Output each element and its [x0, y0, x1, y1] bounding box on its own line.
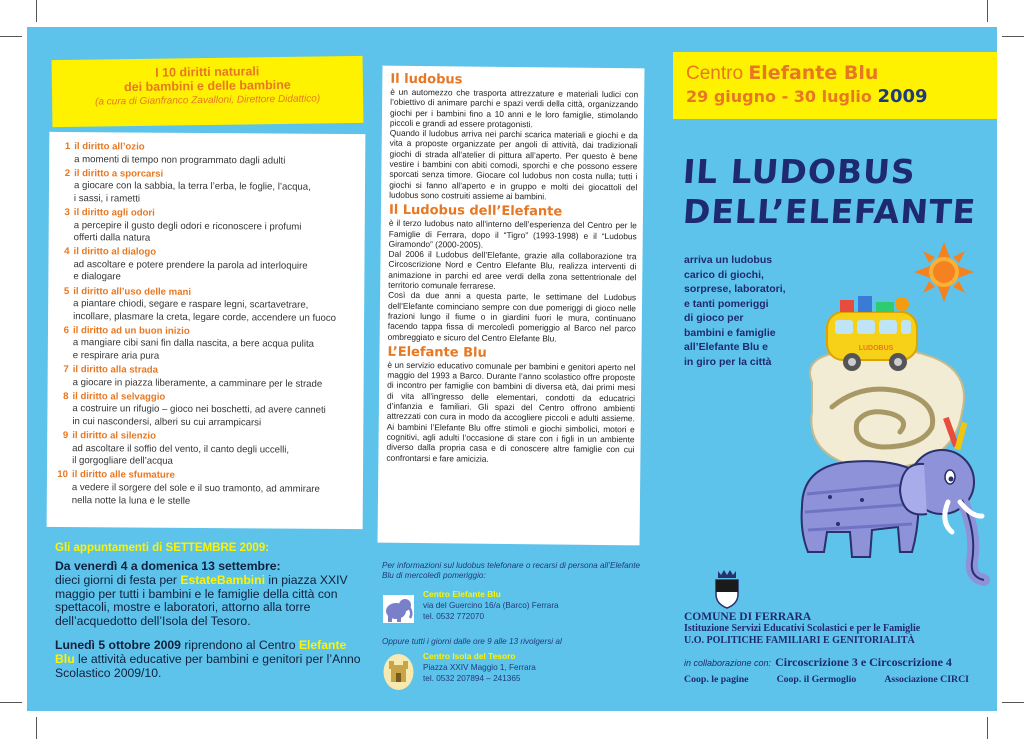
right-item — [57, 391, 355, 431]
right-number: 9 — [62, 430, 69, 442]
cover-title-box — [673, 52, 997, 119]
september-events — [55, 542, 365, 690]
section-text: è il terzo ludobus nato all’interno dell’esperienza del Centro per le Famiglie di Ferrara, dopo il “Tigro” (1993-1998) e il “Ludobus Giramondo” (2000-2005). — [388, 217, 637, 250]
crop-mark — [987, 0, 988, 22]
right-body — [74, 168, 357, 208]
right-title: il diritto a sporcarsi — [74, 167, 164, 180]
contact-details — [423, 651, 536, 691]
right-title: il diritto al dialogo — [73, 246, 157, 258]
city-crest-icon — [712, 567, 742, 609]
september-p2-text-a: riprendono al Centro — [184, 637, 296, 652]
section-text: Quando il ludobus arriva nei parchi scarica materiali e giochi e da vita a proposte organizzate per angoli di attività, dai tradizionali giochi di strada all’atelier di pittura all’aperto. Per questo è bene vestire i bambini con abiti comodi, sporchi e che possono essere sporcati senza timore. Giocare col ludobus non costa nulla; tutti i giochi si fanno all’aperto e in gruppo e molti dei giocattoli del ludobus sono costruiti assieme ai bambini. — [389, 127, 638, 202]
right-description: e respirare aria pura — [72, 350, 160, 362]
right-number: 8 — [63, 390, 69, 402]
september-p2-text-b: le attività educative per bambini e genitori per l’Anno Scolastico 2009/10. — [55, 651, 361, 680]
contacts-intro: Per informazioni sul ludobus telefonare o recarsi di persona all’Elefante Blu di mercoledì pomeriggio: — [382, 561, 641, 580]
institution-name: Istituzione Servizi Educativi Scolastici e per le Famiglie — [684, 623, 921, 634]
section-text: Dal 2006 il Ludobus dell’Elefante, grazie alla collaborazione tra Circoscrizione Nord e Centro Elefante Blu, realizza interventi di animazione in parchi ed aree verdi della zona settentrionale del territorio comunale ferrarese. — [388, 248, 637, 291]
cover-year: 2009 — [877, 86, 928, 107]
september-p1-text-b: in piazza XXIV maggio per tutti i bambini e le famiglie della città con spettacoli, mostre e laboratori, attorno alla torre dell’acquedotto dell’Isola del Tesoro. — [55, 572, 348, 629]
partner-1: Coop. le pagine — [684, 674, 749, 685]
rights-title-line2: dei bambini e delle bambine — [123, 77, 291, 95]
elephant-bus-illustration — [772, 232, 997, 602]
bus-label: LUDOBUS — [858, 345, 894, 352]
section-text: è un automezzo che trasporta attrezzature e materiali ludici con l’obiettivo di animare parchi e spazi verdi della città, organizzando giochi per i bambini fino a 10 anni e le loro famiglie, stimolando piccoli e grandi ad essere protagonisti. — [389, 86, 639, 130]
cover-centro: Centro — [686, 63, 744, 84]
right-description: a piantare chiodi, segare e raspare legni, scartavetrare, — [73, 298, 309, 311]
rights-subtitle: (a cura di Gianfranco Zavalloni, Direttore Didattico) — [95, 93, 321, 108]
right-number: 2 — [64, 167, 71, 179]
right-item — [59, 141, 357, 168]
tagline-line: carico di giochi, — [684, 268, 764, 281]
collaboration-circoscrizioni: Circoscrizione 3 e Circoscrizione 4 — [775, 655, 952, 669]
right-number: 3 — [64, 206, 70, 219]
contact-name: Centro Isola del Tesoro — [423, 651, 516, 661]
right-number: 10 — [57, 469, 69, 481]
right-description: offerti dalla natura — [73, 232, 151, 244]
partner-3: Associazione CIRCI — [884, 674, 969, 685]
contacts — [382, 561, 642, 691]
contact-details — [423, 589, 559, 629]
crop-mark — [1002, 702, 1024, 703]
rights-title-line1: I 10 diritti naturali — [155, 64, 260, 80]
september-p1-text-a: dieci giorni di festa per — [55, 572, 177, 587]
right-title: il diritto alla strada — [72, 364, 159, 376]
collaboration-label: in collaborazione con: — [684, 658, 772, 668]
section-title-ludobus: Il ludobus — [390, 71, 463, 88]
right-title: il diritto al selvaggio — [72, 390, 166, 403]
right-description: a vedere il sorgere del sole e il suo tramonto, ad ammirare — [71, 482, 320, 495]
partner-2: Coop. il Germoglio — [776, 674, 857, 685]
right-description: a giocare con la sabbia, la terra l’erba, le foglie, l’acqua, — [73, 180, 311, 194]
right-description: il gorgogliare dell’acqua — [72, 455, 173, 468]
contact-phone: tel. 0532 772070 — [423, 612, 485, 621]
right-description: i sassi, i rametti — [73, 192, 141, 205]
september-title: Gli appuntamenti di SETTEMBRE 2009: — [55, 542, 270, 554]
right-title: il diritto all’uso delle mani — [73, 285, 192, 298]
tagline-line: in giro per la città — [684, 355, 772, 368]
crop-mark — [36, 717, 37, 739]
right-description: ad ascoltare e potere prendere la parola ad interloquire — [73, 258, 308, 272]
right-body — [72, 430, 355, 470]
right-body — [73, 364, 356, 391]
section-text: è un servizio educativo comunale per bambini e genitori aperto nel maggio del 1993 a Barco. Durante l’anno scolastico offre proposte di incontro per famiglie con bambini di diversa età, dai primi mesi di vita all’ingresso delle elementari, condotti da educatrici d’infanzia e familiari. Gli spazi del Centro offrono ambienti attrezzati con cura in modo da accogliere piccoli e adulti assieme. Ai bambini l’Elefante Blu offre stimoli e giochi simbolici, motori e cognitivi, agli adulti l’occasione di stare con i figli in un ambiente diverso dalla propria casa e di conoscere altre famiglie con cui confrontarsi e fare amicizia. — [386, 359, 636, 464]
section-title-elefante-blu: L’Elefante Blu — [387, 344, 487, 361]
right-description: e dialogare — [73, 271, 121, 283]
tagline-line: all’Elefante Blu e — [684, 341, 769, 353]
right-description: a mangiare cibi sani fin dalla nascita, a bere acqua pulita — [72, 337, 315, 351]
elephant-icon — [802, 450, 984, 580]
rights-header — [52, 56, 364, 127]
right-description: a giocare in piazza liberamente, a camminare per le strade — [72, 376, 323, 390]
right-title: il diritto al silenzio — [72, 430, 157, 442]
tagline-line: arriva un ludobus — [684, 254, 773, 266]
right-item — [58, 246, 356, 286]
collaboration — [684, 653, 994, 671]
tagline-line: sorprese, laboratori, — [684, 283, 786, 295]
september-p1-highlight: EstateBambini — [180, 572, 266, 587]
right-body — [74, 141, 357, 168]
right-title: il diritto alle sfumature — [71, 469, 175, 482]
section-text: Così da due anni a questa parte, le settimane del Ludobus dell’Elefante cominciano sempre con due pomeriggi di gioco nelle frazioni lungo il fiume o in giardini fuori le mura, continuano facendo tappa fissa di mercoledì pomeriggio al Barco nel parco ombreggiato e sicuro del Centro Elefante Blu. — [387, 290, 637, 344]
tagline-line: di gioco per — [684, 312, 744, 324]
cover-center-name — [686, 63, 997, 84]
ludobus-info-box — [378, 66, 645, 546]
rights-list — [47, 132, 366, 529]
right-item — [57, 469, 355, 509]
september-paragraph-2 — [55, 639, 365, 680]
right-title: il diritto agli odori — [73, 207, 155, 219]
right-number: 6 — [63, 324, 70, 336]
right-number: 7 — [63, 364, 69, 376]
right-body — [72, 391, 355, 431]
cover-title-line2: DELL’ELEFANTE — [681, 192, 978, 231]
right-number: 4 — [64, 246, 70, 258]
section-title-ludobus-elefante: Il Ludobus dell’Elefante — [388, 202, 563, 220]
tagline-line: bambini e famiglie — [684, 326, 776, 339]
right-body — [73, 246, 356, 286]
crop-mark — [0, 702, 22, 703]
cover-main-title — [683, 152, 983, 232]
right-item — [58, 285, 356, 325]
right-body — [73, 286, 356, 326]
comune-name: COMUNE DI FERRARA — [684, 611, 812, 623]
bus-icon — [827, 296, 917, 371]
september-p1-date: Da venerdì 4 a domenica 13 settembre: — [55, 559, 281, 573]
right-description: a percepire il gusto degli odori e riconoscere i profumi — [73, 219, 302, 233]
right-item — [58, 364, 356, 391]
right-title: il diritto ad un buon inizio — [72, 324, 190, 337]
sun-icon — [914, 242, 974, 302]
contact-isola-tesoro — [382, 651, 642, 691]
right-number: 5 — [63, 285, 70, 297]
right-body — [73, 325, 356, 365]
right-description: nella notte la luna e le stelle — [71, 494, 191, 507]
contact-phone: tel. 0532 207894 – 241365 — [423, 674, 521, 683]
september-p2-highlight: Elefante Blu — [55, 637, 347, 666]
cover-dates — [686, 86, 997, 107]
contact-elefante-blu — [382, 589, 642, 629]
tagline-line: e tanti pomeriggi — [684, 297, 769, 310]
right-body — [72, 469, 355, 509]
contact-address: Piazza XXIV Maggio 1, Ferrara — [423, 663, 536, 672]
crop-mark — [1002, 36, 1024, 37]
elephant-logo-icon — [382, 589, 415, 629]
contact-address: via del Guercino 16/a (Barco) Ferrara — [423, 601, 559, 610]
contact-name: Centro Elefante Blu — [423, 589, 501, 599]
right-body — [74, 207, 357, 247]
cover-date-range: 29 giugno - 30 luglio — [686, 87, 872, 106]
cover-elefante-blu: Elefante Blu — [748, 62, 879, 84]
partners — [684, 674, 969, 685]
right-item — [59, 207, 357, 247]
right-item — [59, 168, 357, 208]
right-description: a costruire un rifugio – gioco nei boschetti, ad avere canneti — [72, 403, 326, 417]
september-paragraph-1 — [55, 560, 365, 629]
right-number: 1 — [64, 141, 71, 153]
right-description: a momenti di tempo non programmato dagli adulti — [74, 153, 286, 167]
crop-mark — [0, 36, 22, 37]
crop-mark — [987, 717, 988, 739]
comune-block — [684, 567, 994, 685]
september-p2-date: Lunedì 5 ottobre 2009 — [55, 637, 181, 652]
right-description: incollare, plasmare la creta, legare corde, accendere un fuoco — [73, 310, 337, 324]
brochure-sheet — [27, 27, 997, 711]
right-item — [58, 325, 356, 365]
right-title: il diritto all’ozio — [74, 141, 145, 153]
right-description: ad ascoltare il soffio del vento, il canto degli uccelli, — [72, 442, 290, 456]
contacts-intro-2: Oppure tutti i giorni dalle ore 9 alle 13 rivolgersi al — [382, 637, 562, 646]
castle-logo-icon — [382, 651, 415, 691]
right-item — [57, 430, 355, 470]
institution-unit: U.O. POLITICHE FAMILIARI E GENITORIALITÀ — [684, 635, 915, 646]
crop-mark — [36, 0, 37, 22]
cover-title-line1: IL LUDOBUS — [681, 152, 918, 191]
right-description: in cui nascondersi, alberi su cui arrampicarsi — [72, 416, 262, 429]
